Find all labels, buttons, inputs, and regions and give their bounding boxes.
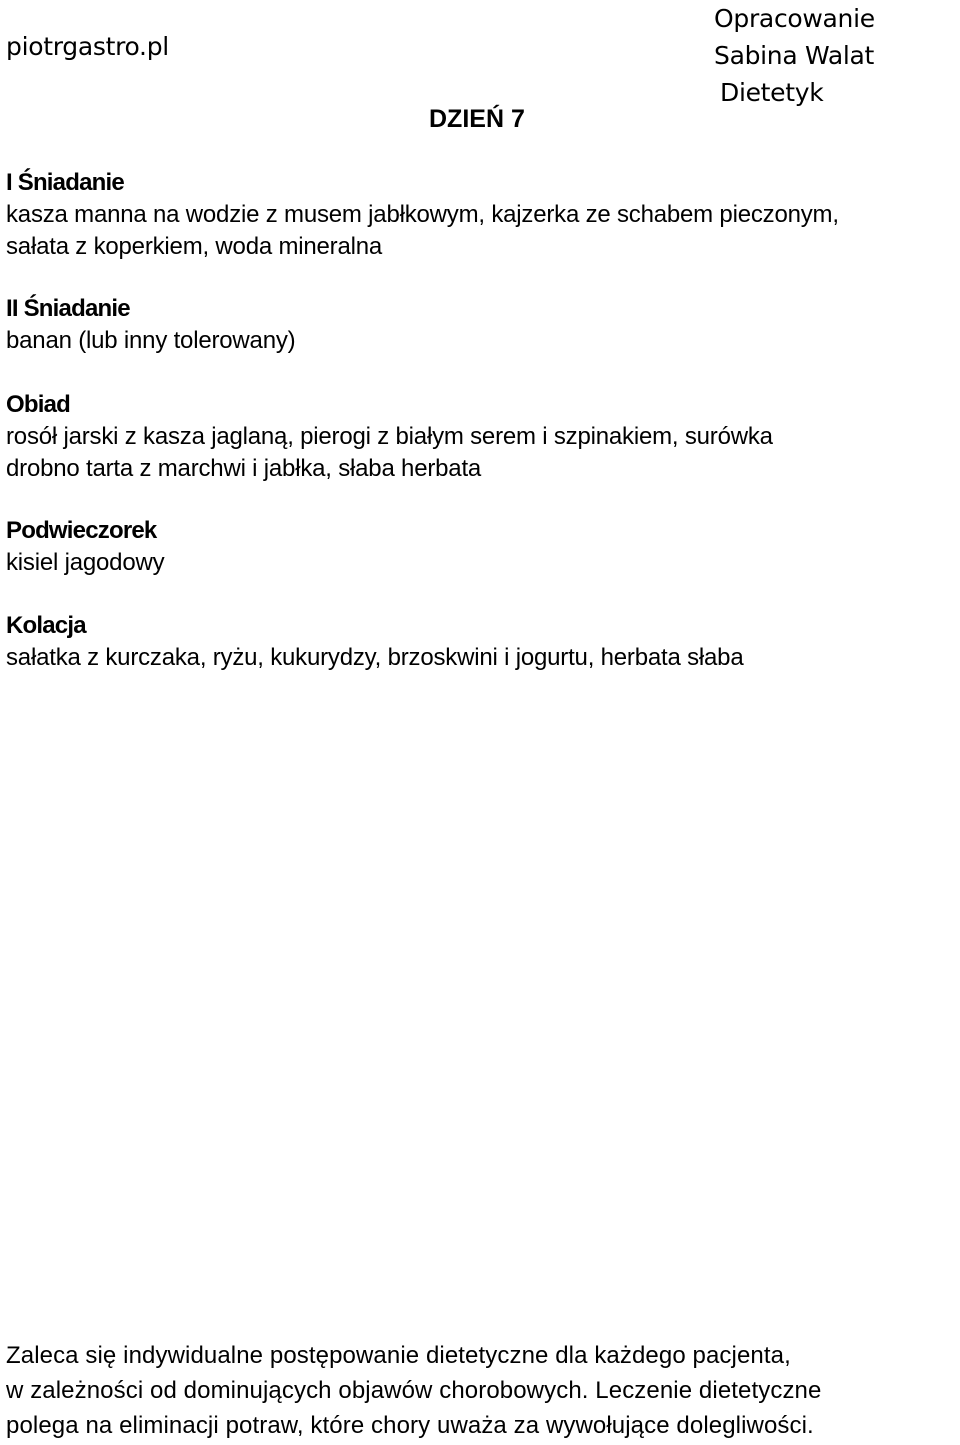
footer-note-line: Zaleca się indywidualne postępowanie dietetyczne dla każdego pacjenta, xyxy=(6,1342,791,1369)
meal-lunch xyxy=(6,389,954,485)
meal-dinner xyxy=(6,610,954,674)
author-block xyxy=(714,0,875,111)
meal-breakfast-1 xyxy=(6,167,954,263)
footer-note-line: polega na eliminacji potraw, które chory uważa za wywołujące dolegliwości. xyxy=(6,1412,814,1439)
author-line-2: Sabina Walat xyxy=(714,41,875,70)
site-name: piotrgastro.pl xyxy=(6,32,169,61)
meal-title: Podwieczorek xyxy=(6,517,157,544)
meal-line: rosół jarski z kasza jaglaną, pierogi z białym serem i szpinakiem, surówka xyxy=(6,423,773,450)
meal-line: drobno tarta z marchwi i jabłka, słaba herbata xyxy=(6,455,482,482)
meal-line: kasza manna na wodzie z musem jabłkowym, kajzerka ze schabem pieczonym, xyxy=(6,201,839,228)
footer-note xyxy=(6,1338,956,1443)
author-line-1: Opracowanie xyxy=(714,4,875,33)
meal-line: sałatka z kurczaka, ryżu, kukurydzy, brzoskwini i jogurtu, herbata słaba xyxy=(6,644,744,671)
meal-title: Obiad xyxy=(6,391,71,418)
meal-title: I Śniadanie xyxy=(6,169,124,196)
meal-afternoon-snack xyxy=(6,515,954,579)
meal-title: Kolacja xyxy=(6,612,86,639)
meal-line: kisiel jagodowy xyxy=(6,549,165,576)
footer-note-line: w zależności od dominujących objawów chorobowych. Leczenie dietetyczne xyxy=(6,1377,822,1404)
author-line-3: Dietetyk xyxy=(720,78,824,107)
meal-title: II Śniadanie xyxy=(6,295,130,322)
meal-breakfast-2 xyxy=(6,293,954,357)
meal-line: sałata z koperkiem, woda mineralna xyxy=(6,233,383,260)
day-title: DZIEŃ 7 xyxy=(429,105,525,133)
meal-line: banan (lub inny tolerowany) xyxy=(6,327,296,354)
